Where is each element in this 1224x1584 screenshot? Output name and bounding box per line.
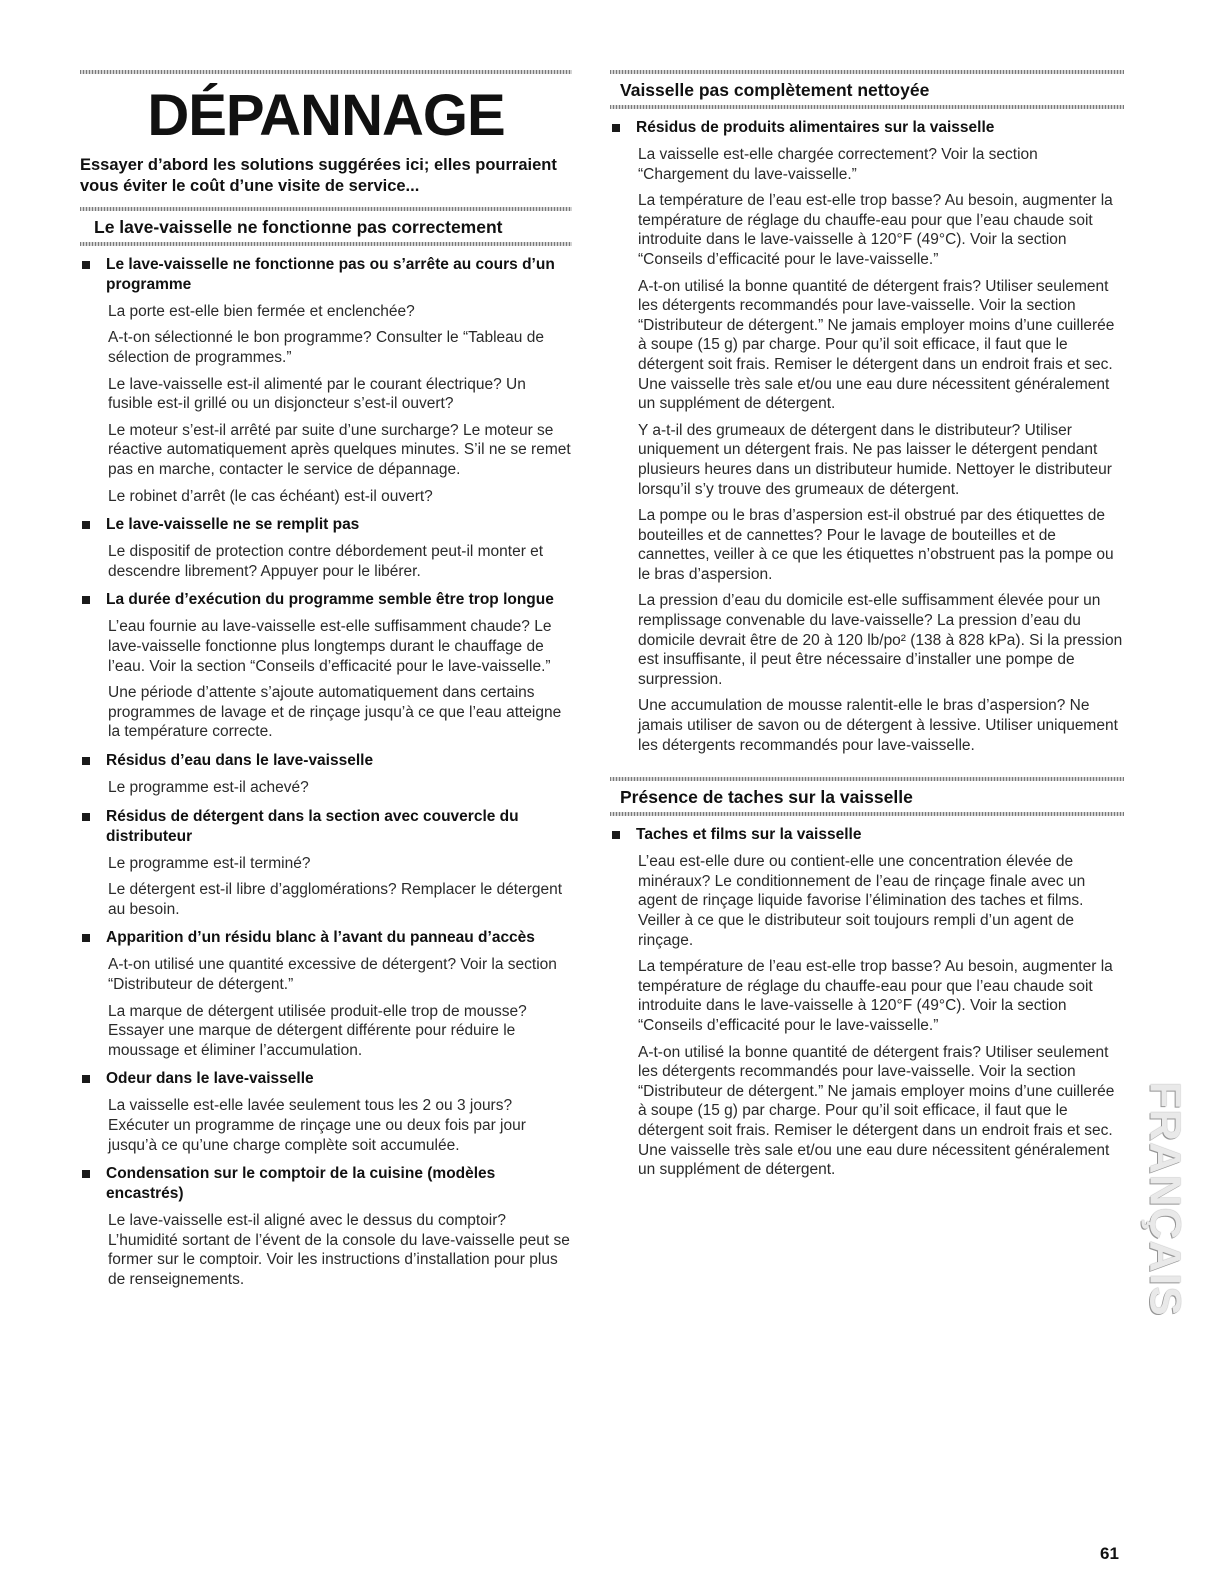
solution-paragraph: A-t-on utilisé une quantité excessive de détergent? Voir la section “Distributeur de détergent.” bbox=[108, 956, 557, 993]
solution-paragraph: Le dispositif de protection contre débordement peut-il monter et descendre librement? Appuyer pour le libérer. bbox=[108, 543, 544, 580]
solution-paragraph: La marque de détergent utilisée produit-elle trop de mousse? Essayer une marque de détergent différente pour réduire le moussage et éliminer l’accumulation. bbox=[108, 1002, 527, 1059]
bullet-square-icon bbox=[82, 813, 90, 821]
left-column bbox=[80, 70, 572, 1289]
problem-item bbox=[80, 515, 572, 581]
language-label: FRANÇAIS bbox=[1141, 1080, 1191, 1317]
bullet-square-icon bbox=[612, 831, 620, 839]
problem-list bbox=[610, 118, 1124, 755]
section-title-not-operating: Le lave-vaisselle ne fonctionne pas correctement bbox=[94, 216, 503, 237]
solution-paragraph: Le détergent est-il libre d’agglomérations? Remplacer le détergent au besoin. bbox=[108, 881, 563, 918]
problem-heading bbox=[80, 515, 572, 535]
problem-heading-text: Résidus de détergent dans la section avec couvercle du distributeur bbox=[106, 807, 519, 845]
problem-heading bbox=[80, 590, 572, 610]
solution-paragraph: Une accumulation de mousse ralentit-elle le bras d’aspersion? Ne jamais utiliser de savon ou de détergent à lessive. Utiliser uniquement les détergents recommandés pour lave-vaisselle. bbox=[638, 697, 1118, 754]
problem-item bbox=[80, 1069, 572, 1155]
problem-list bbox=[80, 255, 572, 1290]
solution-paragraph: Le lave-vaisselle est-il alimenté par le courant électrique? Un fusible est-il grillé ou un disjoncteur s’est-il ouvert? bbox=[108, 375, 526, 413]
problem-heading-text: Résidus de produits alimentaires sur la vaisselle bbox=[636, 119, 995, 136]
problem-item bbox=[80, 1164, 572, 1289]
right-column bbox=[610, 70, 1124, 1180]
bullet-square-icon bbox=[82, 596, 90, 604]
section-title-not-clean: Vaisselle pas complètement nettoyée bbox=[620, 80, 930, 100]
problem-item bbox=[80, 928, 572, 1060]
solution-paragraph: A-t-on utilisé la bonne quantité de détergent frais? Utiliser seulement les détergents recommandés pour lave-vaisselle. Voir la section “Distributeur de détergent.” Ne jamais employer moins d’une cuillerée à soupe (15 g) par charge. Pour qu’il soit efficace, il faut que le détergent soit frais. Remiser le détergent dans un endroit frais et sec. Une vaisselle très sale et/ou une eau dure nécessitent généralement un supplément de détergent. bbox=[638, 277, 1115, 413]
language-side-tab bbox=[1141, 1056, 1191, 1341]
divider bbox=[610, 105, 1124, 109]
solution-paragraph: A-t-on utilisé la bonne quantité de détergent frais? Utiliser seulement les détergents recommandés pour lave-vaisselle. Voir la section “Distributeur de détergent.” Ne jamais employer moins d’une cuillerée à soupe (15 g) par charge. Pour qu’il soit efficace, il faut que le détergent soit frais. Remiser le détergent dans un endroit frais et sec. Une vaisselle très sale et/ou une eau dure nécessitent généralement un supplément de détergent. bbox=[638, 1043, 1115, 1179]
solution-paragraph: Le moteur s’est-il arrêté par suite d’une surcharge? Le moteur se réactive automatiquement après quelques minutes. S’il ne se remet pas en marche, contacter le service de dépannage. bbox=[108, 421, 571, 479]
problem-item bbox=[610, 825, 1124, 1180]
problem-item bbox=[80, 590, 572, 742]
solution-paragraph: Y a-t-il des grumeaux de détergent dans le distributeur? Utiliser uniquement un détergent frais. Ne pas laisser le détergent pendant plusieurs heures dans un distributeur humide. Nettoyer le distributeur lorsqu’il s’y trouve des grumeaux de détergent. bbox=[638, 421, 1112, 498]
problem-list bbox=[610, 825, 1124, 1180]
problem-heading-text: Condensation sur le comptoir de la cuisine (modèles encastrés) bbox=[106, 1165, 496, 1203]
bullet-square-icon bbox=[82, 521, 90, 529]
bullet-square-icon bbox=[82, 757, 90, 765]
problem-heading bbox=[80, 807, 572, 847]
solution-paragraph: L’eau fournie au lave-vaisselle est-elle suffisamment chaude? Le lave-vaisselle fonctionne plus longtemps durant le chauffage de l’eau. Voir la section “Conseils d’efficacité pour le lave-vaisselle.” bbox=[108, 618, 552, 675]
problem-item bbox=[610, 118, 1124, 755]
problem-heading-text: Apparition d’un résidu blanc à l’avant du panneau d’accès bbox=[106, 929, 535, 947]
bullet-square-icon bbox=[612, 124, 620, 132]
page-number: 61 bbox=[1100, 1544, 1119, 1563]
problem-heading bbox=[80, 255, 572, 295]
solution-paragraph: La vaisselle est-elle lavée seulement tous les 2 ou 3 jours? Exécuter un programme de rinçage une ou deux fois par jour jusqu’à ce qu’une charge complète soit accumulée. bbox=[108, 1097, 526, 1154]
problem-heading bbox=[80, 1164, 572, 1204]
solution-paragraph: La pression d’eau du domicile est-elle suffisamment élevée pour un remplissage convenable du lave-vaisselle? La pression d’eau du domicile devrait être de 20 à 120 lb/po² (138 à 828 kPa). Si la pression est insuffisante, il peut être nécessaire d’installer une pompe de surpression. bbox=[638, 592, 1123, 688]
problem-heading-text: Résidus d’eau dans le lave-vaisselle bbox=[106, 751, 374, 769]
problem-heading-text: Le lave-vaisselle ne se remplit pas bbox=[106, 516, 360, 534]
problem-heading bbox=[80, 1069, 572, 1089]
problem-heading-text: Odeur dans le lave-vaisselle bbox=[106, 1070, 314, 1088]
problem-heading bbox=[610, 825, 1124, 845]
section-title-spots: Présence de taches sur la vaisselle bbox=[620, 787, 913, 808]
problem-heading bbox=[80, 751, 572, 771]
bullet-square-icon bbox=[82, 1075, 90, 1083]
intro-text: Essayer d’abord les solutions suggérées ici; elles pourraient vous éviter le coût d’une visite de service... bbox=[80, 155, 557, 195]
problem-item bbox=[80, 751, 572, 798]
solution-paragraph: La pompe ou le bras d’aspersion est-il obstrué par des étiquettes de bouteilles et de cannettes? Pour le lavage de bouteilles et de cannettes, veiller à ce que les étiquettes n’obstruent pas la pompe ou le bras d’aspersion. bbox=[638, 507, 1114, 583]
solution-paragraph: La vaisselle est-elle chargée correctement? Voir la section “Chargement du lave-vaisselle.” bbox=[638, 146, 1038, 183]
problem-heading-text: Le lave-vaisselle ne fonctionne pas ou s’arrête au cours d’un programme bbox=[106, 255, 555, 293]
solution-paragraph: La température de l’eau est-elle trop basse? Au besoin, augmenter la température de réglage du chauffe-eau pour que l’eau chaude soit introduite dans le lave-vaisselle à 120°F (49°C). Voir la section “Conseils d’efficacité pour le lave-vaisselle.” bbox=[638, 192, 1113, 268]
solution-paragraph: A-t-on sélectionné le bon programme? Consulter le “Tableau de sélection de programmes.” bbox=[108, 329, 544, 367]
problem-heading bbox=[610, 118, 1124, 138]
bullet-square-icon bbox=[82, 1170, 90, 1178]
solution-paragraph: La porte est-elle bien fermée et enclenchée? bbox=[108, 302, 415, 320]
problem-heading-text: Taches et films sur la vaisselle bbox=[636, 826, 862, 844]
bullet-square-icon bbox=[82, 934, 90, 942]
divider bbox=[80, 70, 572, 74]
problem-heading bbox=[80, 928, 572, 948]
divider bbox=[610, 812, 1124, 816]
bullet-square-icon bbox=[82, 261, 90, 269]
solution-paragraph: Le robinet d’arrêt (le cas échéant) est-il ouvert? bbox=[108, 487, 433, 505]
divider bbox=[80, 242, 572, 246]
solution-paragraph: Le programme est-il achevé? bbox=[108, 778, 309, 796]
problem-item bbox=[80, 255, 572, 506]
problem-heading-text: La durée d’exécution du programme semble être trop longue bbox=[106, 591, 554, 609]
solution-paragraph: La température de l’eau est-elle trop basse? Au besoin, augmenter la température de réglage du chauffe-eau pour que l’eau chaude soit introduite dans le lave-vaisselle à 120°F (49°C). Voir la section “Conseils d’efficacité pour le lave-vaisselle.” bbox=[638, 958, 1113, 1034]
solution-paragraph: Le lave-vaisselle est-il aligné avec le dessus du comptoir? L’humidité sortant de l’évent de la console du lave-vaisselle peut se former sur le comptoir. Voir les instructions d’installation pour plus de renseignements. bbox=[108, 1212, 570, 1288]
page-title: DÉPANNAGE bbox=[147, 83, 505, 148]
solution-paragraph: Une période d’attente s’ajoute automatiquement dans certains programmes de lavage et de rinçage jusqu’à ce que l’eau atteigne la température correcte. bbox=[108, 684, 562, 741]
solution-paragraph: Le programme est-il terminé? bbox=[108, 854, 311, 872]
problem-item bbox=[80, 807, 572, 920]
solution-paragraph: L’eau est-elle dure ou contient-elle une concentration élevée de minéraux? Le conditionnement de l’eau de rinçage finale avec un agent de rinçage liquide favorise l’élimination des taches et films. Veiller à ce que le distributeur soit toujours rempli d’un agent de rinçage. bbox=[638, 853, 1086, 949]
